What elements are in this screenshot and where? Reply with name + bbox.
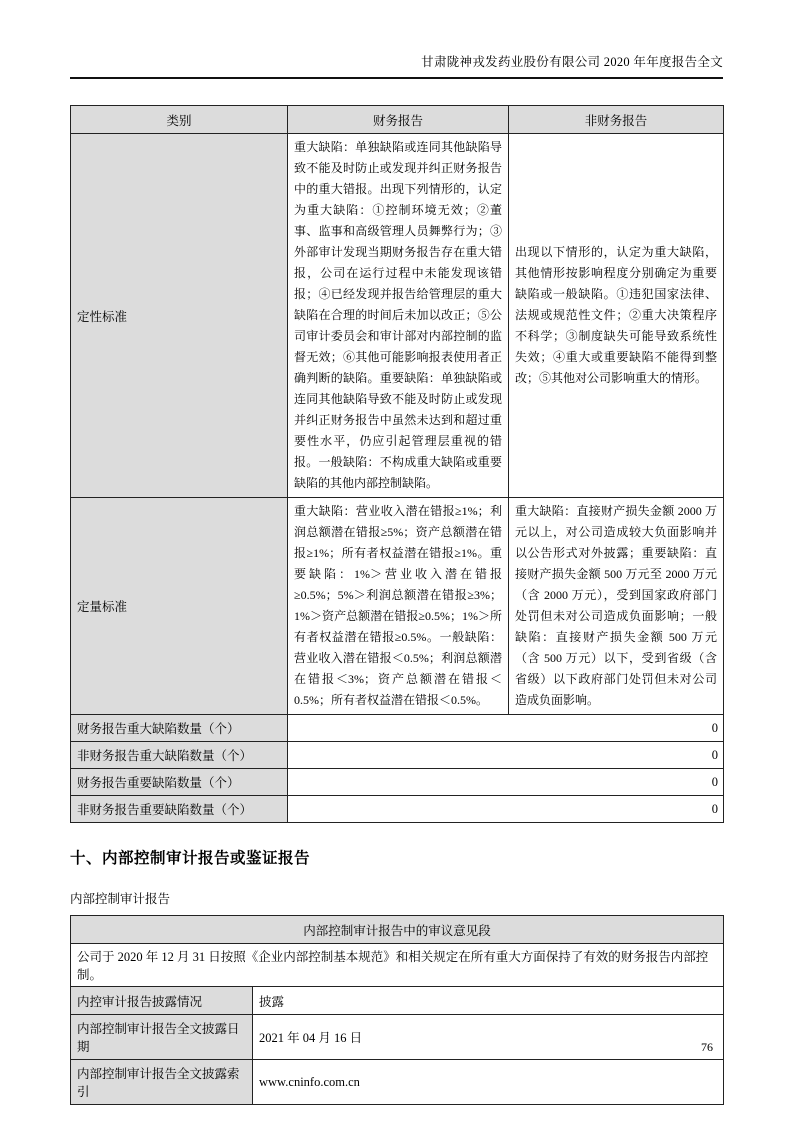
count-value: 0 [288,769,724,796]
column-header-financial-report: 财务报告 [288,106,509,134]
quantitative-financial-text: 重大缺陷：营业收入潜在错报≥1%；利润总额潜在错报≥5%；资产总额潜在错报≥1%；所有者权益潜在错报≥1%。重要缺陷：1%＞营业收入潜在错报≥0.5%；5%＞利润总额潜在错报≥3%；1%＞资产总额潜在错报≥0.5%；1%＞所有者权益潜在错报≥0.5%。一般缺陷：营业收入潜在错报＜0.5%；利润总额潜在错报＜3%；资产总额潜在错报＜0.5%；所有者权益潜在错报＜0.5%。 [288,498,509,715]
disclosure-status-label: 内控审计报告披露情况 [71,987,253,1015]
section-heading: 十、内部控制审计报告或鉴证报告 [70,850,311,867]
disclosure-status-value: 披露 [253,987,724,1015]
table-row-qualitative [71,134,724,498]
audit-table-header-row [71,916,724,944]
table-header-row [71,106,724,134]
audit-opinion-text: 公司于 2020 年 12 月 31 日按照《企业内部控制基本规范》和相关规定在所有重大方面保持了有效的财务报告内部控制。 [71,944,724,987]
disclosure-index-label: 内部控制审计报告全文披露索引 [71,1060,253,1105]
count-value: 0 [288,742,724,769]
column-header-category: 类别 [71,106,288,134]
row-label-quantitative: 定量标准 [71,498,288,715]
defect-standards-table [70,105,724,823]
table-row-count [71,796,724,823]
count-label: 财务报告重大缺陷数量（个） [71,715,288,742]
disclosure-date-label: 内部控制审计报告全文披露日期 [71,1015,253,1060]
page-title: 甘肃陇神戎发药业股份有限公司 2020 年年度报告全文 [70,0,723,79]
subsection-label: 内部控制审计报告 [70,892,171,906]
disclosure-index-value: www.cninfo.com.cn [253,1060,724,1105]
count-label: 财务报告重要缺陷数量（个） [71,769,288,796]
column-header-nonfinancial-report: 非财务报告 [509,106,724,134]
audit-report-table [70,915,724,1105]
quantitative-nonfinancial-text: 重大缺陷：直接财产损失金额 2000 万元以上，对公司造成较大负面影响并以公告形式对外披露；重要缺陷：直接财产损失金额 500 万元至 2000 万元（含 2000 万元），受到国家政府部门处罚但未对公司造成负面影响；一般缺陷：直接财产损失金额 500 万元（含 500 万元）以下，受到省级（含省级）以下政府部门处罚但未对公司造成负面影响。 [509,498,724,715]
count-value: 0 [288,796,724,823]
qualitative-nonfinancial-text: 出现以下情形的，认定为重大缺陷，其他情形按影响程度分别确定为重要缺陷或一般缺陷。①违犯国家法律、法规或规范性文件；②重大决策程序不科学；③制度缺失可能导致系统性失效；④重大或重要缺陷不能得到整改；⑤其他对公司影响重大的情形。 [509,134,724,498]
disclosure-date-value: 2021 年 04 月 16 日 [253,1015,724,1060]
audit-opinion-row [71,944,724,987]
count-label: 非财务报告重要缺陷数量（个） [71,796,288,823]
table-row-quantitative [71,498,724,715]
audit-opinion-section-header: 内部控制审计报告中的审议意见段 [71,916,724,944]
qualitative-financial-text: 重大缺陷：单独缺陷或连同其他缺陷导致不能及时防止或发现并纠正财务报告中的重大错报。出现下列情形的，认定为重大缺陷：①控制环境无效；②董事、监事和高级管理人员舞弊行为；③外部审计发现当期财务报告存在重大错报，公司在运行过程中未能发现该错报；④已经发现并报告给管理层的重大缺陷在合理的时间后未加以改正；⑤公司审计委员会和审计部对内部控制的监督无效；⑥其他可能影响报表使用者正确判断的缺陷。重要缺陷：单独缺陷或连同其他缺陷导致不能及时防止或发现并纠正财务报告中虽然未达到和超过重要性水平，仍应引起管理层重视的错报。一般缺陷：不构成重大缺陷或重要缺陷的其他内部控制缺陷。 [288,134,509,498]
table-row-count [71,769,724,796]
page-number: 76 [701,1040,713,1054]
table-row-count [71,715,724,742]
table-row-count [71,742,724,769]
row-label-qualitative: 定性标准 [71,134,288,498]
table-row [71,1015,724,1060]
count-value: 0 [288,715,724,742]
table-row [71,987,724,1015]
count-label: 非财务报告重大缺陷数量（个） [71,742,288,769]
table-row [71,1060,724,1105]
